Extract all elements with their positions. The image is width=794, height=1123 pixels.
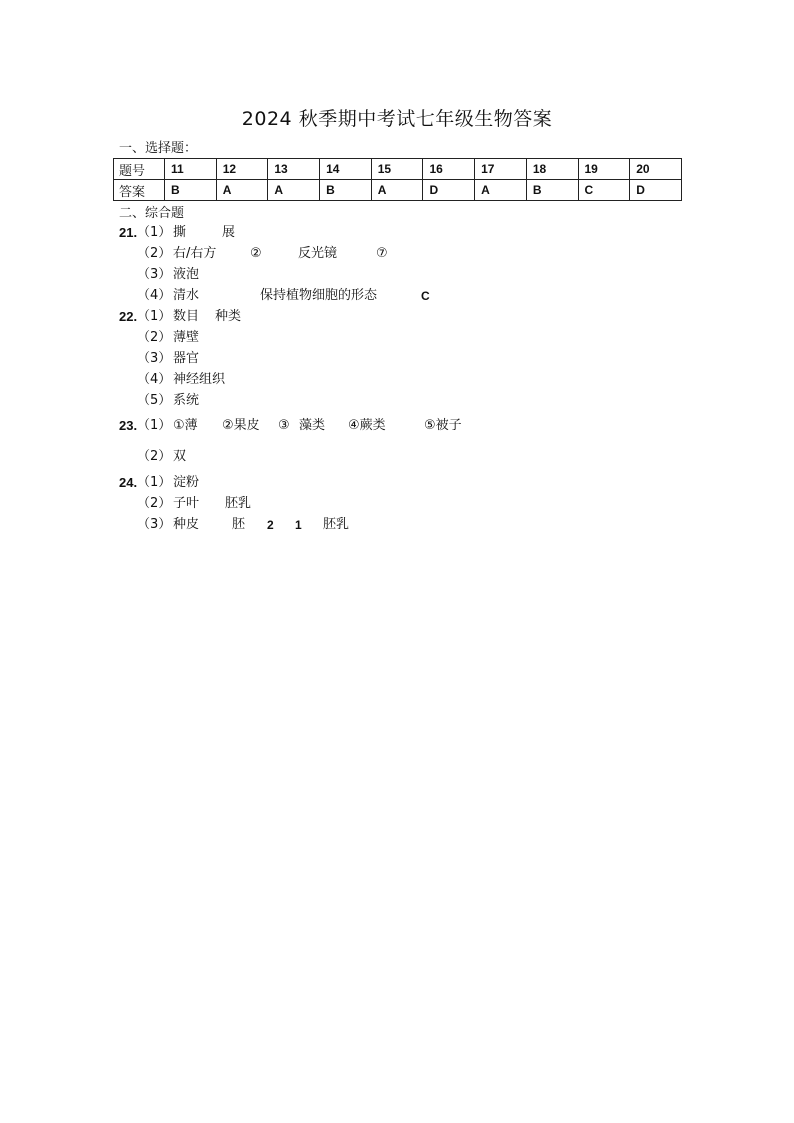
answer-text: 清水 (173, 288, 200, 303)
answer-text: 1 (295, 518, 302, 532)
q21-part4 (137, 287, 677, 305)
answer-text: 胚乳 (225, 496, 252, 511)
part-label: （1） (137, 225, 172, 240)
answer-text: ⑤被子 (424, 418, 462, 433)
answer-text: 种皮 (173, 517, 200, 532)
q21-part2 (137, 245, 677, 263)
table-cell-number: 18 (526, 159, 578, 180)
part-label: （2） (137, 246, 172, 261)
answer-text: ② (250, 246, 262, 261)
page-title: 2024 秋季期中考试七年级生物答案 (241, 108, 553, 130)
answer-text: 藻类 (299, 418, 326, 433)
table-row-answers (114, 180, 682, 201)
answer-text: 右/右方 (173, 246, 217, 261)
table-cell-number: 17 (475, 159, 527, 180)
answer-text: 液泡 (173, 267, 200, 282)
table-cell-answer: A (268, 180, 320, 201)
answer-text: ④蕨类 (348, 418, 386, 433)
q24-number: 24. (119, 475, 138, 490)
table-cell-answer: A (216, 180, 268, 201)
answer-text: 2 (267, 518, 274, 532)
answer-text: 胚 (232, 517, 246, 532)
q21-number: 21. (119, 225, 138, 240)
table-cell-number: 14 (320, 159, 372, 180)
answer-text: ②果皮 (222, 418, 260, 433)
answer-text: ③ (278, 418, 290, 433)
q22-number: 22. (119, 309, 138, 324)
table-cell-number: 19 (578, 159, 630, 180)
table-cell-answer: B (526, 180, 578, 201)
q22-part2 (137, 329, 677, 347)
section-choice-heading: 一、选择题： (119, 141, 198, 156)
part-label: （2） (137, 330, 172, 345)
part-label: （2） (137, 496, 172, 511)
table-cell-answer: B (165, 180, 217, 201)
part-label: （4） (137, 288, 172, 303)
answer-text: ⑦ (376, 246, 388, 261)
q21-part3 (137, 266, 677, 284)
answer-text: 系统 (173, 393, 200, 408)
answer-text: 薄壁 (173, 330, 200, 345)
table-row-numbers (114, 159, 682, 180)
q22-part3 (137, 350, 677, 368)
part-label: （3） (137, 351, 172, 366)
table-cell-answer: A (475, 180, 527, 201)
table-answer-label: 答案 (114, 180, 165, 201)
q24-part2 (137, 495, 677, 513)
table-cell-answer: D (423, 180, 475, 201)
part-label: （3） (137, 517, 172, 532)
answer-text: 淀粉 (173, 475, 200, 490)
q21-part1 (119, 224, 679, 242)
q23-number: 23. (119, 418, 138, 433)
answer-text: 展 (222, 225, 236, 240)
table-cell-answer: A (371, 180, 423, 201)
table-cell-number: 11 (165, 159, 217, 180)
answer-text: ①薄 (173, 418, 198, 433)
part-label: （1） (137, 475, 172, 490)
part-label: （3） (137, 267, 172, 282)
table-header-label: 题号 (114, 159, 165, 180)
q22-part4 (137, 371, 677, 389)
table-cell-number: 20 (630, 159, 682, 180)
part-label: （4） (137, 372, 172, 387)
q22-part1 (119, 308, 679, 326)
choice-answer-table (113, 158, 682, 201)
answer-text: 器官 (173, 351, 200, 366)
table-cell-answer: B (320, 180, 372, 201)
table-cell-number: 15 (371, 159, 423, 180)
part-label: （1） (137, 418, 172, 433)
q22-part5 (137, 392, 677, 410)
table-cell-answer: D (630, 180, 682, 201)
answer-text: 反光镜 (298, 246, 338, 261)
part-label: （1） (137, 309, 172, 324)
answer-text: C (421, 289, 430, 303)
answer-text: 胚乳 (323, 517, 350, 532)
q24-part1 (119, 474, 679, 492)
table-cell-number: 13 (268, 159, 320, 180)
answer-text: 子叶 (173, 496, 200, 511)
answer-text: 双 (173, 449, 187, 464)
answer-text: 数目 (173, 309, 200, 324)
answer-text: 撕 (173, 225, 187, 240)
answer-text: 保持植物细胞的形态 (260, 288, 378, 303)
q23-part1 (119, 417, 679, 435)
part-label: （5） (137, 393, 172, 408)
q23-part2 (137, 448, 677, 466)
answer-text: 神经组织 (173, 372, 226, 387)
section-comprehensive-heading: 二、综合题 (119, 206, 185, 221)
answer-text: 种类 (215, 309, 242, 324)
part-label: （2） (137, 449, 172, 464)
q24-part3 (137, 516, 677, 534)
table-cell-number: 12 (216, 159, 268, 180)
table-cell-answer: C (578, 180, 630, 201)
table-cell-number: 16 (423, 159, 475, 180)
